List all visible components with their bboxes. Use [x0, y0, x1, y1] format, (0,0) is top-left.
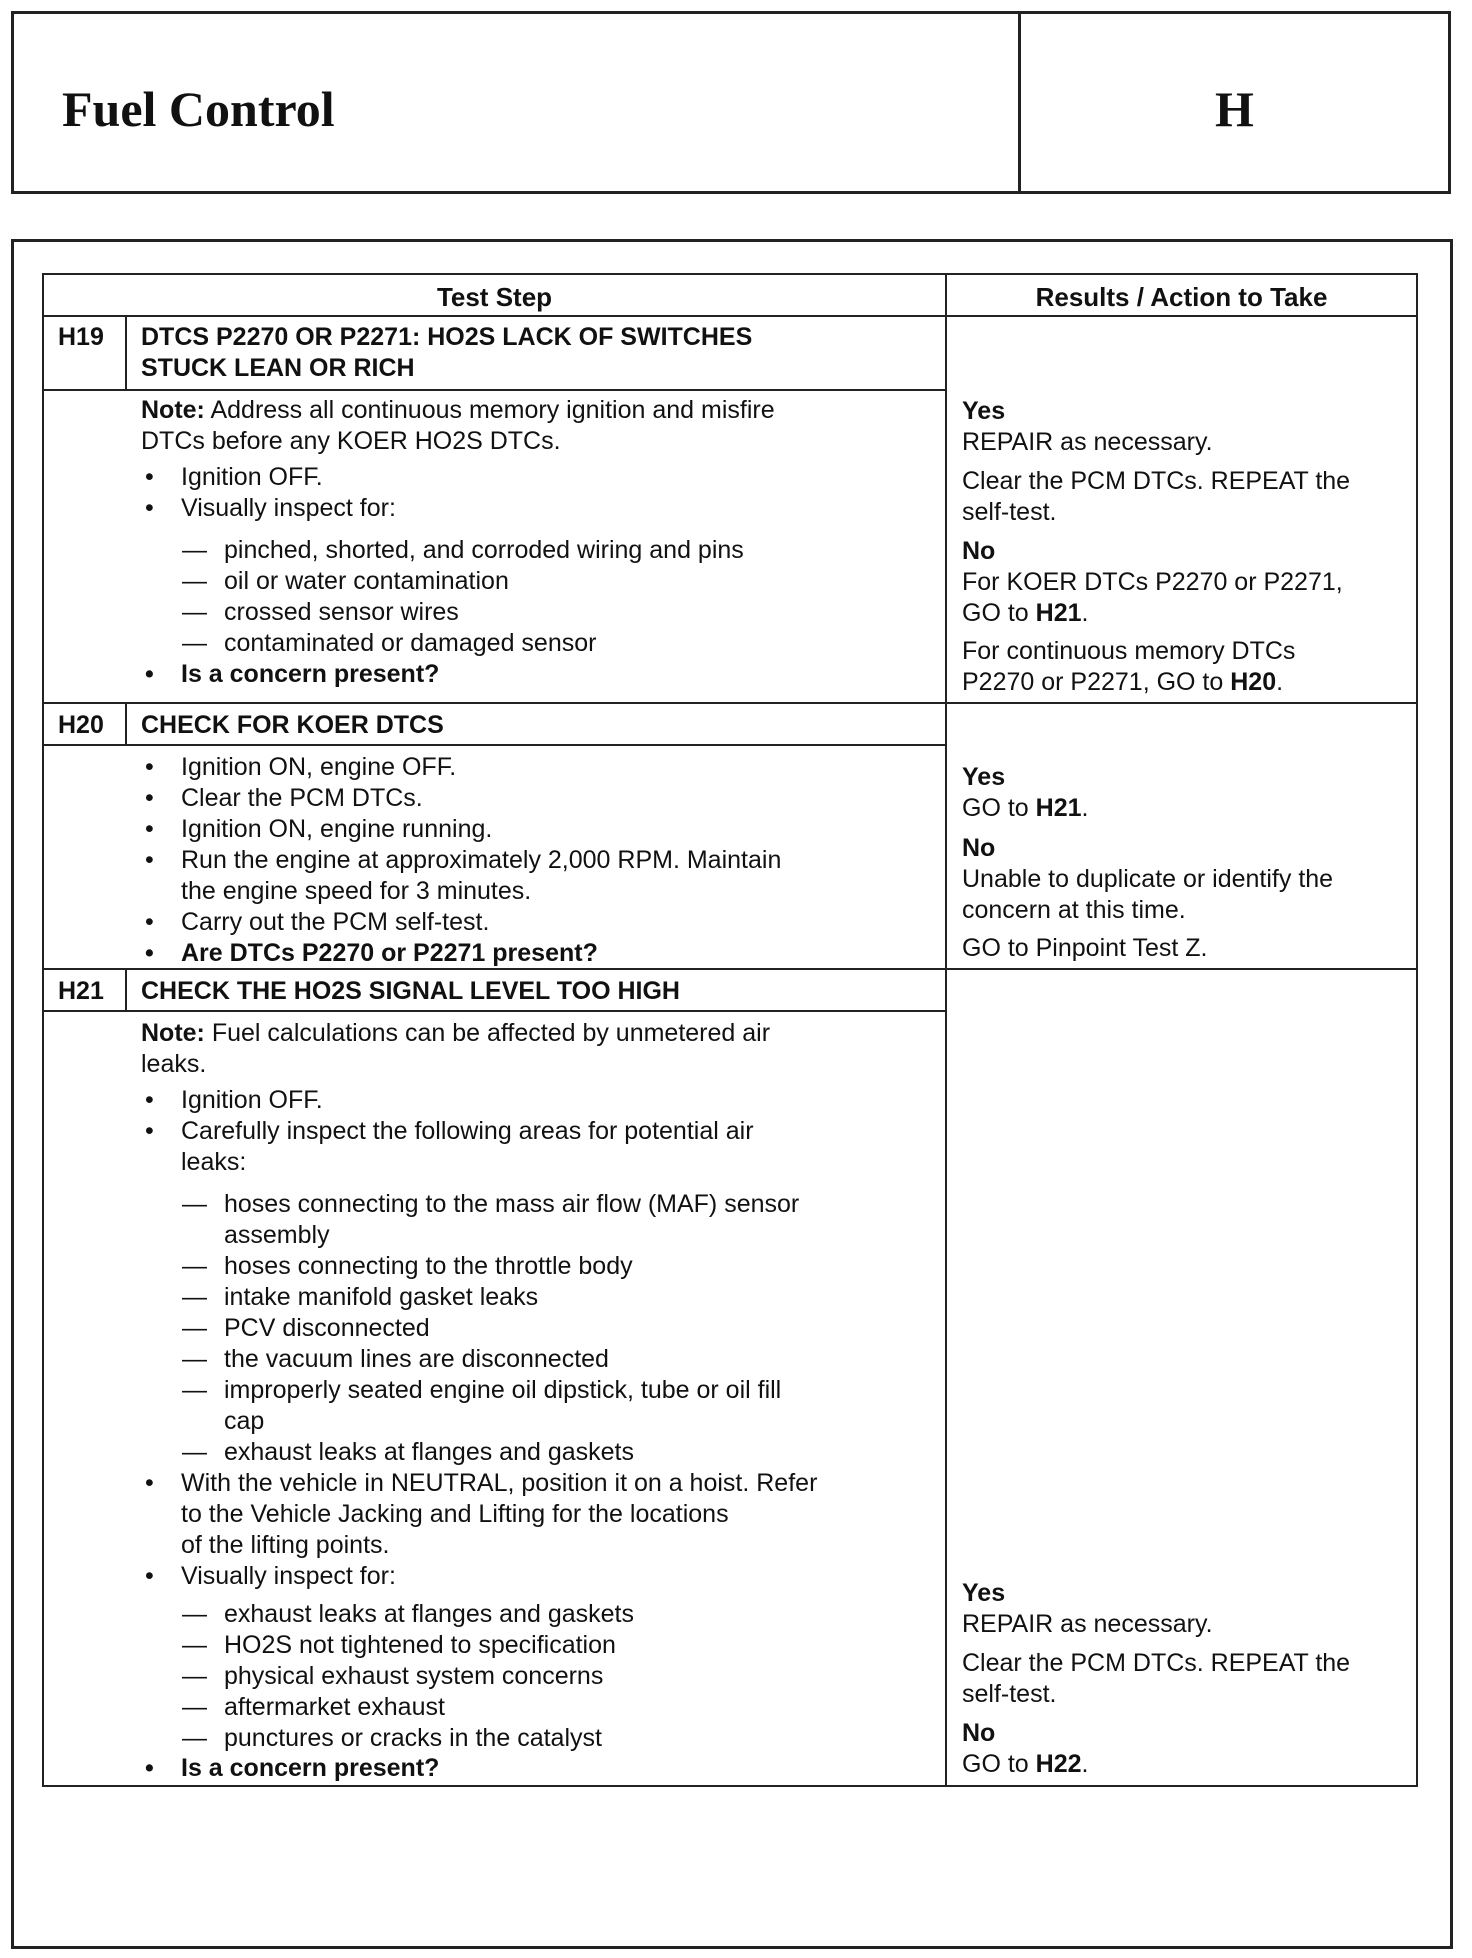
list-item: • Ignition ON, engine OFF.	[141, 752, 781, 783]
list-item: • Visually inspect for:	[141, 493, 396, 524]
list-item: — exhaust leaks at flanges and gaskets	[182, 1437, 799, 1468]
h20-no-label: No	[962, 834, 996, 862]
list-item	[182, 1189, 799, 1251]
h21-bullet2-line1: Carefully inspect the following areas for potential air	[181, 1117, 754, 1145]
h20-bullet-list	[141, 752, 781, 969]
h19-no-line2-post: .	[1081, 599, 1089, 627]
h21-no-ref: H22	[1035, 1750, 1082, 1778]
h21-bullet2-line2: leaks:	[181, 1148, 247, 1176]
h21-yes-label: Yes	[962, 1579, 1006, 1607]
list-item: — intake manifold gasket leaks	[182, 1282, 799, 1313]
h19-note-text-line1: Address all continuous memory ignition and misfire	[204, 396, 775, 424]
list-item: • Visually inspect for:	[141, 1561, 817, 1592]
column-divider	[945, 273, 947, 1787]
step-title-h21: CHECK THE HO2S SIGNAL LEVEL TOO HIGH	[141, 977, 680, 1005]
h20-yes-post: .	[1081, 794, 1089, 822]
step-id-h20: H20	[58, 711, 104, 739]
h21-yes-line3: self-test.	[962, 1680, 1057, 1708]
h21-results	[962, 1578, 1350, 1780]
h19-note-text-line2: DTCs before any KOER HO2S DTCs.	[141, 427, 561, 455]
list-item: — oil or water contamination	[182, 566, 744, 597]
h20-no-line2: concern at this time.	[962, 896, 1186, 924]
list-item: — hoses connecting to the throttle body	[182, 1251, 799, 1282]
list-item: — crossed sensor wires	[182, 597, 744, 628]
h21-yes-line1: REPAIR as necessary.	[962, 1610, 1213, 1638]
h19-no-line1: For KOER DTCs P2270 or P2271,	[962, 568, 1343, 596]
h19-no-label: No	[962, 537, 996, 565]
list-item: — contaminated or damaged sensor	[182, 628, 744, 659]
h19-dash-list	[182, 535, 744, 659]
list-item: — HO2S not tightened to specification	[182, 1630, 634, 1661]
h21-dash1-line2: assembly	[224, 1221, 330, 1249]
step-id-divider-h20	[125, 704, 127, 746]
h21-title-underline	[42, 1010, 945, 1012]
h19-no-line4-pre: P2270 or P2271, GO to	[962, 668, 1231, 696]
list-item: • Ignition OFF.	[141, 1085, 754, 1116]
list-item: • Clear the PCM DTCs.	[141, 783, 781, 814]
h20-title-underline	[42, 744, 945, 746]
h19-yes-line2: Clear the PCM DTCs. REPEAT the	[962, 467, 1351, 495]
h21-no-pre: GO to	[962, 1750, 1036, 1778]
h21-bullet3-line1: With the vehicle in NEUTRAL, position it on a hoist. Refer	[181, 1469, 818, 1497]
h21-yes-line2: Clear the PCM DTCs. REPEAT the	[962, 1649, 1351, 1677]
list-item: — aftermarket exhaust	[182, 1692, 634, 1723]
page-title: Fuel Control	[62, 81, 335, 137]
h21-dash-list-1	[182, 1189, 799, 1468]
note-label: Note:	[141, 396, 205, 424]
h19-title-underline	[42, 389, 945, 391]
step-title-h19-line1: DTCS P2270 OR P2271: HO2S LACK OF SWITCHES	[141, 323, 753, 351]
list-item: — pinched, shorted, and corroded wiring and pins	[182, 535, 744, 566]
h20-row-divider	[42, 702, 1418, 704]
list-item: — punctures or cracks in the catalyst	[182, 1723, 634, 1754]
h19-question: • Is a concern present?	[141, 659, 439, 690]
list-item	[141, 1116, 754, 1178]
h19-no-line4-ref: H20	[1230, 668, 1277, 696]
h21-note	[141, 1018, 770, 1049]
h20-yes-line	[962, 793, 1333, 824]
h19-no-line2-ref: H21	[1035, 599, 1082, 627]
h19-no-line4	[962, 667, 1350, 698]
list-item: — exhaust leaks at flanges and gaskets	[182, 1599, 634, 1630]
h20-question: • Are DTCs P2270 or P2271 present?	[141, 938, 781, 969]
h19-no-line3: For continuous memory DTCs	[962, 637, 1296, 665]
h19-question-list	[141, 659, 439, 690]
h21-bullet-list-2	[141, 1468, 817, 1592]
h21-bullet3-line2: to the Vehicle Jacking and Lifting for the locations	[181, 1500, 729, 1528]
h19-yes-line3: self-test.	[962, 498, 1057, 526]
h21-bullet-list-1	[141, 1085, 754, 1178]
h21-question: • Is a concern present?	[141, 1753, 439, 1784]
list-item: • Ignition ON, engine running.	[141, 814, 781, 845]
list-item: • Ignition OFF.	[141, 462, 396, 493]
step-title-h19-line2: STUCK LEAN OR RICH	[141, 354, 415, 382]
h20-yes-pre: GO to	[962, 794, 1036, 822]
page-header	[11, 11, 1451, 194]
list-item: • Carry out the PCM self-test.	[141, 907, 781, 938]
h19-no-line2	[962, 598, 1350, 629]
h20-bullet4-line1: Run the engine at approximately 2,000 RPM. Maintain	[181, 846, 782, 874]
list-item: — the vacuum lines are disconnected	[182, 1344, 799, 1375]
column-header-test-step: Test Step	[436, 282, 553, 312]
h19-no-line4-post: .	[1276, 668, 1284, 696]
h21-dash-list-2	[182, 1599, 634, 1754]
h19-yes-line1: REPAIR as necessary.	[962, 428, 1213, 456]
h19-results	[962, 396, 1350, 698]
h19-bullet-list-1	[141, 462, 396, 524]
h21-note-text-line2: leaks.	[141, 1050, 207, 1078]
list-item	[182, 1375, 799, 1437]
h21-no-label: No	[962, 1719, 996, 1747]
h20-bullet4-line2: the engine speed for 3 minutes.	[181, 877, 532, 905]
h20-no-line1: Unable to duplicate or identify the	[962, 865, 1334, 893]
h19-no-line2-pre: GO to	[962, 599, 1036, 627]
list-item	[141, 1468, 817, 1561]
h21-note-text-line1: Fuel calculations can be affected by unmetered air	[204, 1019, 771, 1047]
h21-question-list	[141, 1753, 439, 1784]
h20-yes-label: Yes	[962, 763, 1006, 791]
list-item	[141, 845, 781, 907]
h20-results	[962, 762, 1333, 964]
column-header-results: Results / Action to Take	[1035, 282, 1328, 312]
h19-note	[141, 395, 775, 426]
step-id-divider-h21	[125, 970, 127, 1012]
h21-dash6-line1: improperly seated engine oil dipstick, tube or oil fill	[224, 1376, 782, 1404]
step-title-h20: CHECK FOR KOER DTCS	[141, 711, 444, 739]
note-label: Note:	[141, 1019, 205, 1047]
step-id-h21: H21	[58, 977, 104, 1005]
h21-dash6-line2: cap	[224, 1407, 265, 1435]
step-id-h19: H19	[58, 323, 104, 351]
h19-yes-label: Yes	[962, 397, 1006, 425]
h21-dash1-line1: hoses connecting to the mass air flow (MAF) sensor	[224, 1190, 800, 1218]
h21-no-post: .	[1081, 1750, 1089, 1778]
list-item: — physical exhaust system concerns	[182, 1661, 634, 1692]
step-id-divider-h19	[125, 315, 127, 389]
h21-bullet3-line3: of the lifting points.	[181, 1531, 390, 1559]
h20-yes-ref: H21	[1035, 794, 1082, 822]
section-letter: H	[1215, 81, 1254, 137]
list-item: — PCV disconnected	[182, 1313, 799, 1344]
h20-no-line3: GO to Pinpoint Test Z.	[962, 934, 1208, 962]
h21-no-line	[962, 1749, 1350, 1780]
